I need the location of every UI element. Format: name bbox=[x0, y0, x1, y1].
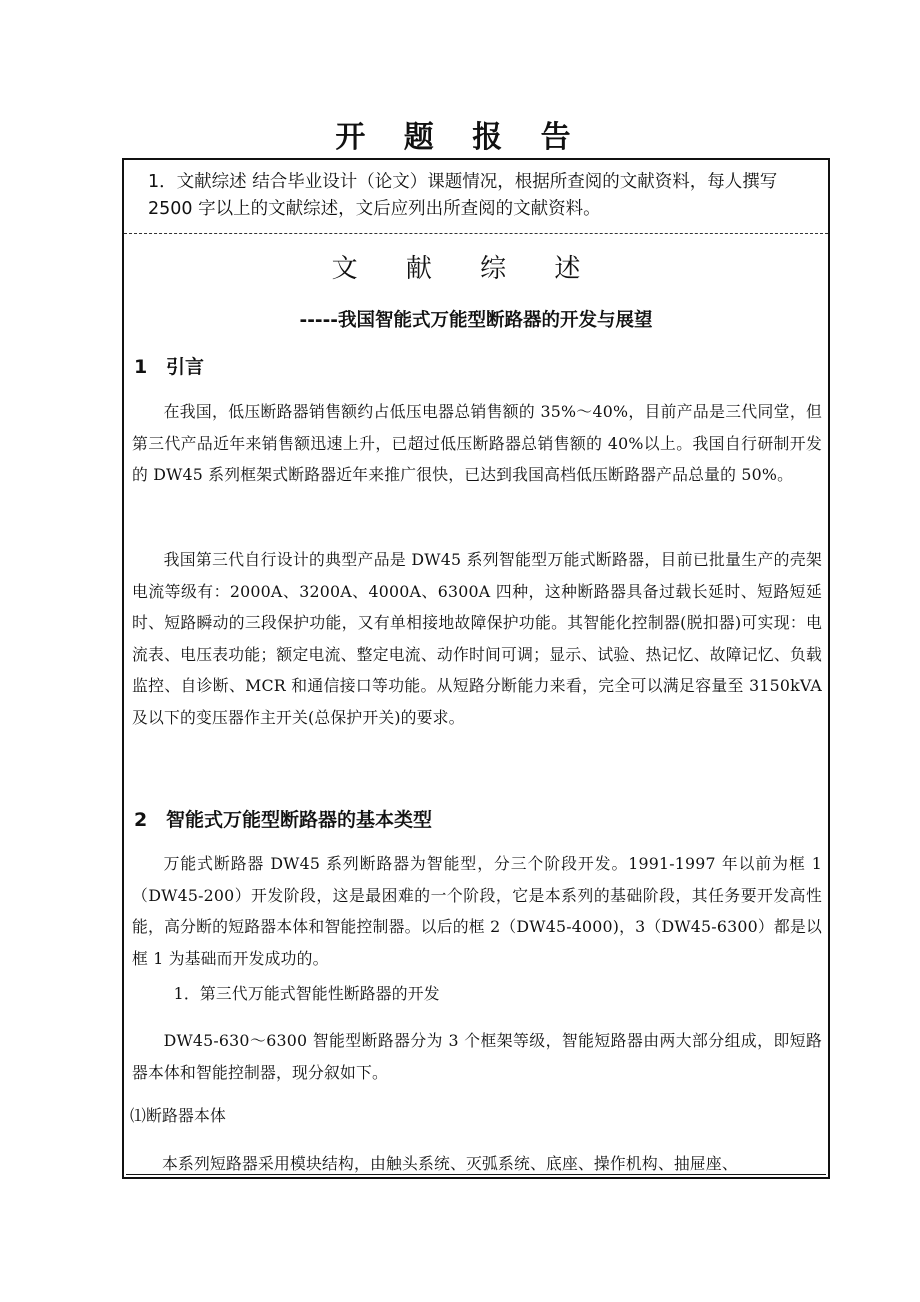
section-number: 2 bbox=[134, 809, 148, 831]
paragraph: 本系列短路器采用模块结构，由触头系统、灭弧系统、底座、操作机构、抽屉座、 bbox=[162, 1154, 738, 1173]
section-title: 引言 bbox=[166, 356, 205, 378]
paragraph: 万能式断路器 DW45 系列断路器为智能型，分三个阶段开发。1991-1997 年以前为框 1（DW45-200）开发阶段，这是最困难的一个阶段，它是本系列的基础阶段，其任务要开发高性能，高分断的短路器本体和智能控制器。以后的框 2（DW45-4000)，3（DW45-6300）都是以框 1 为基础而开发成功的。 bbox=[132, 854, 822, 968]
section-title: 智能式万能型断路器的基本类型 bbox=[166, 809, 433, 831]
section-1-heading bbox=[134, 352, 204, 379]
paragraph: 我国第三代自行设计的典型产品是 DW45 系列智能型万能式断路器，目前已批量生产的壳架电流等级有：2000A、3200A、4000A、6300A 四种，这种断路器具备过载长延时、短路短延时、短路瞬动的三段保护功能，又有单相接地故障保护功能。其智能化控制器(脱扣器)可实现：电流表、电压表功能；额定电流、整定电流、动作时间可调；显示、试验、热记忆、故障记忆、负载监控、自诊断、MCR 和通信接口等功能。从短路分断能力来看，完全可以满足容量至 3150kVA 及以下的变压器作主开关(总保护开关)的要求。 bbox=[132, 550, 822, 727]
report-table bbox=[122, 158, 830, 1179]
paragraph: 1．第三代万能式智能性断路器的开发 bbox=[173, 984, 440, 1003]
paragraph: DW45-630～6300 智能型断路器分为 3 个框架等级，智能短路器由两大部分组成，即短路器本体和智能控制器，现分叙如下。 bbox=[132, 1031, 822, 1082]
section-number: 1 bbox=[134, 356, 148, 378]
section-2-heading bbox=[134, 805, 432, 832]
page-title: 开 题 报 告 bbox=[335, 120, 585, 155]
instructions-cell: 1．文献综述 结合毕业设计（论文）课题情况，根据所查阅的文献资料，每人撰写 2500 字以上的文献综述，文后应列出所查阅的文献资料。 bbox=[124, 160, 828, 234]
review-subtitle: -----我国智能式万能型断路器的开发与展望 bbox=[299, 310, 653, 331]
paragraph: 在我国，低压断路器销售额约占低压电器总销售额的 35%～40%，目前产品是三代同堂，但第三代产品近年来销售额迅速上升，已超过低压断路器总销售额的 40%以上。我国自行研制开发的 DW45 系列框架式断路器近年来推广很快，已达到我国高档低压断路器产品总量的 50%。 bbox=[132, 402, 822, 484]
paragraph: ⑴断路器本体 bbox=[130, 1106, 226, 1125]
review-heading: 文 献 综 述 bbox=[331, 254, 601, 284]
